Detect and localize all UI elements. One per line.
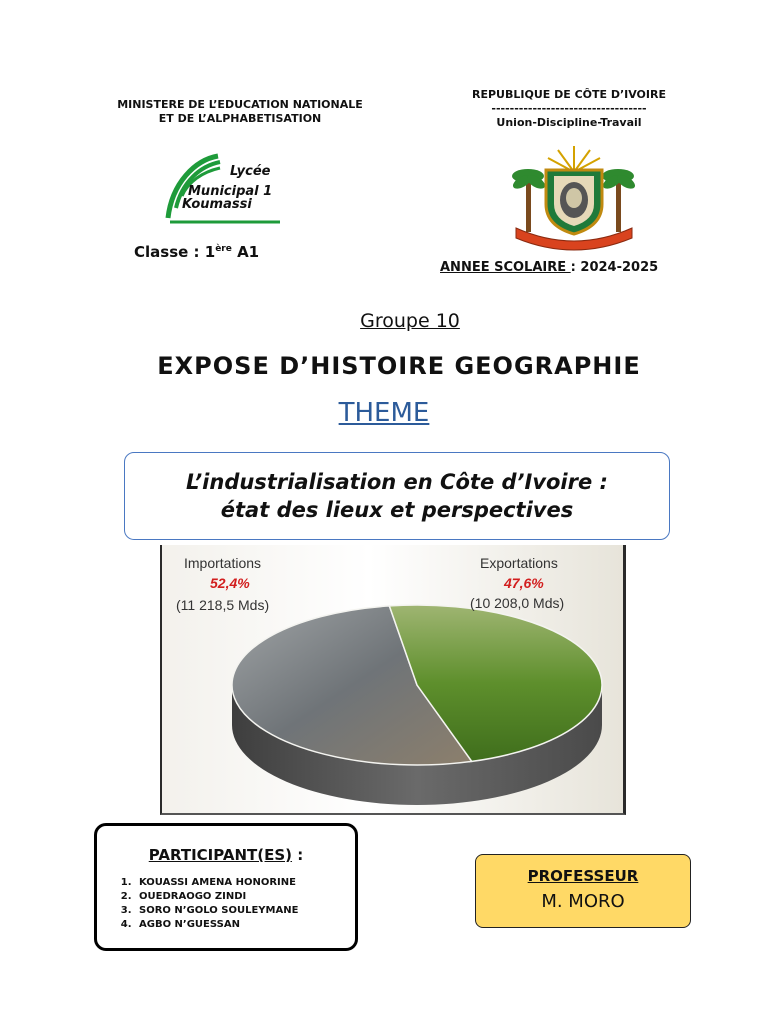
school-logo-line-2: Municipal 1	[188, 184, 273, 199]
classe-line	[134, 243, 259, 261]
ministry-line-2: ET DE L’ALPHABETISATION	[158, 112, 322, 125]
participants-title-label: PARTICIPANT(ES)	[148, 846, 293, 864]
school-logo-line-1: Lycée	[230, 164, 271, 179]
annee-label: ANNEE SCOLAIRE	[440, 260, 571, 275]
participant-item: 4. AGBO N’GUESSAN	[135, 918, 355, 932]
expose-title: EXPOSE D’HISTOIRE GEOGRAPHIE	[157, 352, 641, 380]
professeur-name: M. MORO	[541, 891, 625, 912]
annee-value: : 2024-2025	[570, 260, 659, 275]
coat-of-arms-icon	[508, 142, 640, 252]
participant-item: 1. KOUASSI AMENA HONORINE	[135, 876, 355, 890]
import-amount: (11 218,5 Mds)	[176, 597, 270, 613]
annee-scolaire	[440, 260, 658, 275]
republic-name: REPUBLIQUE DE CÔTE D’IVOIRE	[472, 88, 666, 101]
export-amount: (10 208,0 Mds)	[470, 595, 565, 611]
school-logo-line-3: Koumassi	[182, 197, 252, 212]
ministry-header	[90, 98, 390, 126]
participant-item: 3. SORO N’GOLO SOULEYMANE	[135, 904, 355, 918]
theme-heading: THEME	[338, 398, 430, 428]
import-percent: 52,4%	[210, 575, 250, 591]
theme-box	[124, 452, 670, 540]
professeur-label: PROFESSEUR	[527, 867, 639, 885]
classe-value: A1	[231, 243, 260, 261]
export-label: Exportations	[480, 555, 558, 571]
groupe-label: Groupe 10	[360, 310, 460, 332]
export-percent: 47,6%	[504, 575, 544, 591]
participants-box	[94, 823, 358, 951]
republic-motto: Union-Discipline-Travail	[496, 116, 642, 129]
theme-line-2: état des lieux et perspectives	[220, 498, 574, 522]
classe-sup: ère	[215, 244, 232, 254]
school-logo	[160, 148, 300, 228]
republic-header	[440, 88, 698, 130]
participants-title-suffix: :	[292, 846, 304, 864]
classe-label: Classe : 1	[134, 243, 216, 261]
import-label: Importations	[184, 555, 262, 571]
trade-pie-chart	[160, 545, 626, 815]
republic-dashes: ----------------------------------	[491, 102, 647, 115]
participants-list	[97, 876, 355, 932]
professeur-box	[475, 854, 691, 928]
participant-item: 2. OUEDRAOGO ZINDI	[135, 890, 355, 904]
ministry-line-1: MINISTERE DE L’EDUCATION NATIONALE	[117, 98, 363, 111]
participants-title	[97, 846, 355, 864]
theme-line-1: L’industrialisation en Côte d’Ivoire :	[186, 470, 608, 494]
